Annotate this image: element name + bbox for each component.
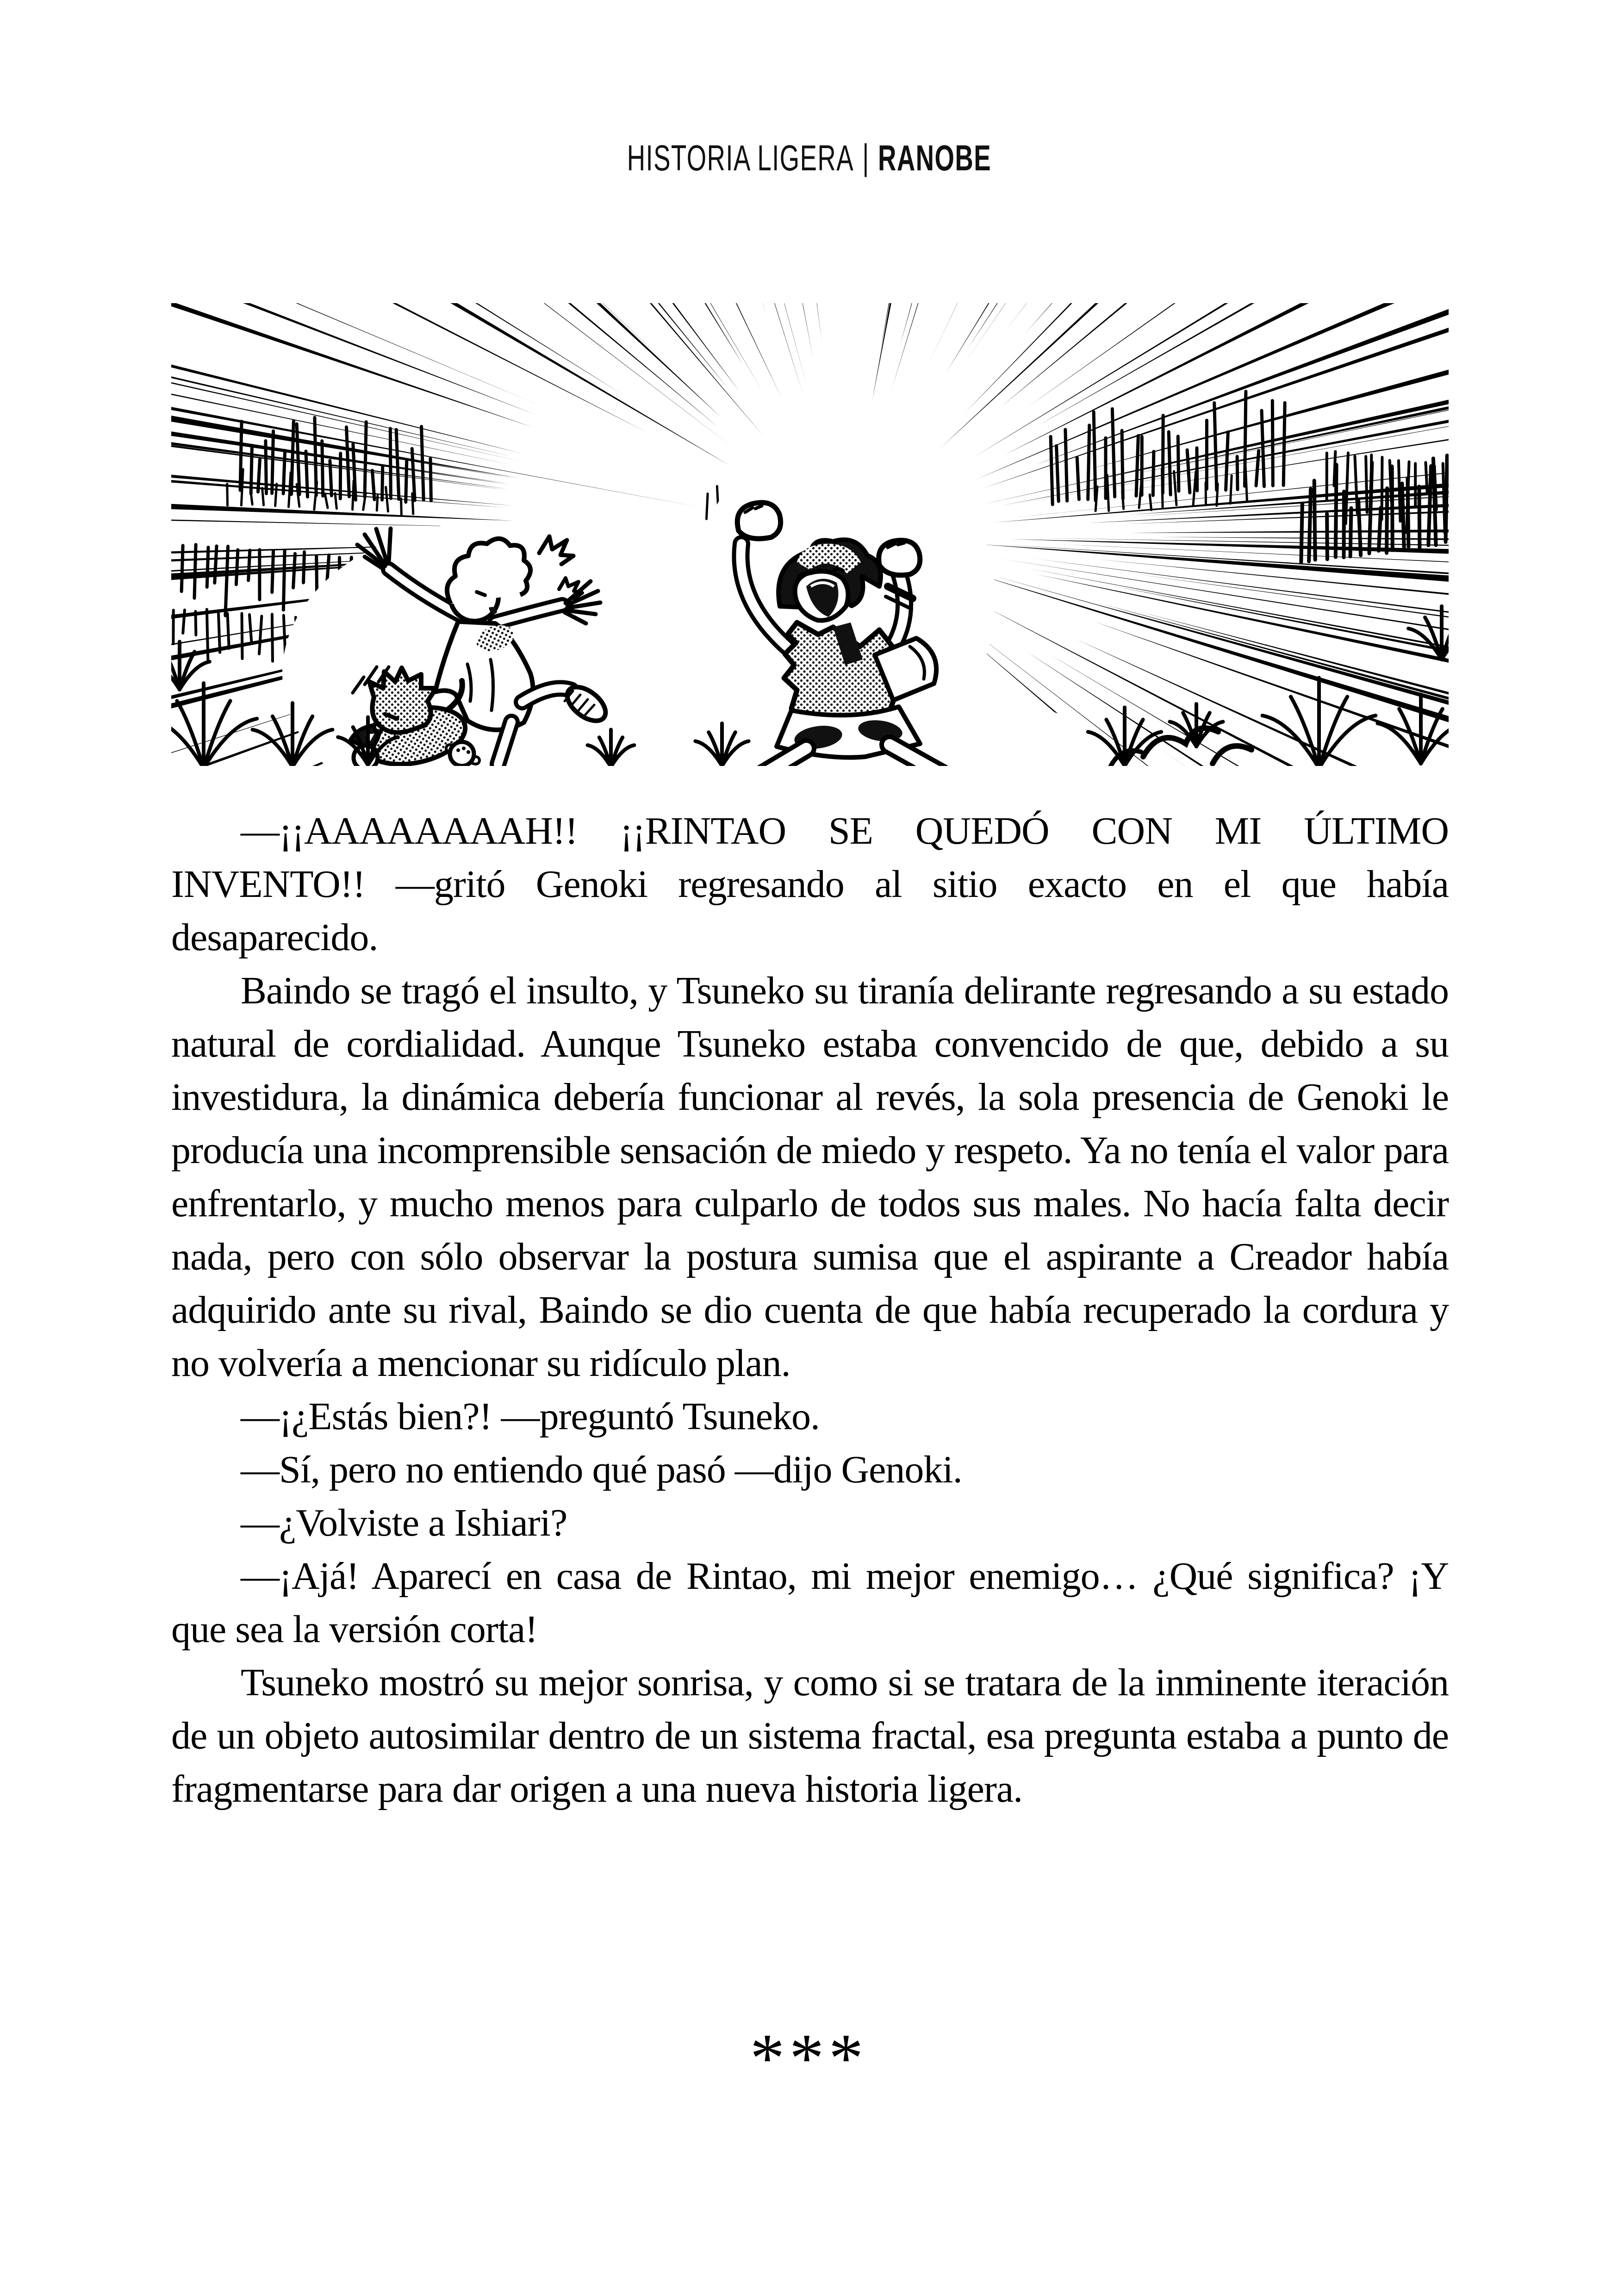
running-header-label: RANOBE	[877, 137, 991, 178]
paragraph: —¡¿Estás bien?! —preguntó Tsuneko.	[241, 1395, 820, 1438]
paragraph: —¿Volviste a Ishiari?	[241, 1501, 567, 1544]
running-header-series: HISTORIA LIGERA	[627, 137, 854, 178]
paragraph: —¡Ajá! Aparecí en casa de Rintao, mi mejor enemigo… ¿Qué significa? ¡Y que sea la versión corta!	[171, 1555, 1449, 1651]
manga-illustration-canvas	[171, 303, 1449, 766]
running-header	[0, 137, 1618, 179]
paragraph: Tsuneko mostró su mejor sonrisa, y como si se tratara de la inminente iteración de un objeto autosimilar dentro de un sistema fractal, esa pregunta estaba a punto de fragmentarse para dar origen a una nueva historia ligera.	[171, 1661, 1449, 1811]
paragraph: —Sí, pero no entiendo qué pasó —dijo Genoki.	[241, 1448, 962, 1491]
paragraph: —¡¡AAAAAAAAH!! ¡¡RINTAO SE QUEDÓ CON MI ÚLTIMO INVENTO!! —gritó Genoki regresando al sitio exacto en el que había desaparecido.	[171, 809, 1449, 959]
page-text	[171, 804, 1449, 1816]
running-header-text	[627, 137, 991, 179]
running-header-separator: |	[862, 137, 870, 177]
manga-illustration	[171, 303, 1449, 766]
section-break: ***	[750, 2020, 868, 2097]
paragraph: Baindo se tragó el insulto, y Tsuneko su tiranía delirante regresando a su estado natural de cordialidad. Aunque Tsuneko estaba convencido de que, debido a su investidura, la dinámica debería funcionar al revés, la sola presencia de Genoki le producía una incomprensible sensación de miedo y respeto. Ya no tenía el valor para enfrentarlo, y mucho menos para culparlo de todos sus males. No hacía falta decir nada, pero con sólo observar la postura sumisa que el aspirante a Creador había adquirido ante su rival, Baindo se dio cuenta de que había recuperado la cordura y no volvería a mencionar su ridículo plan.	[171, 969, 1449, 1385]
